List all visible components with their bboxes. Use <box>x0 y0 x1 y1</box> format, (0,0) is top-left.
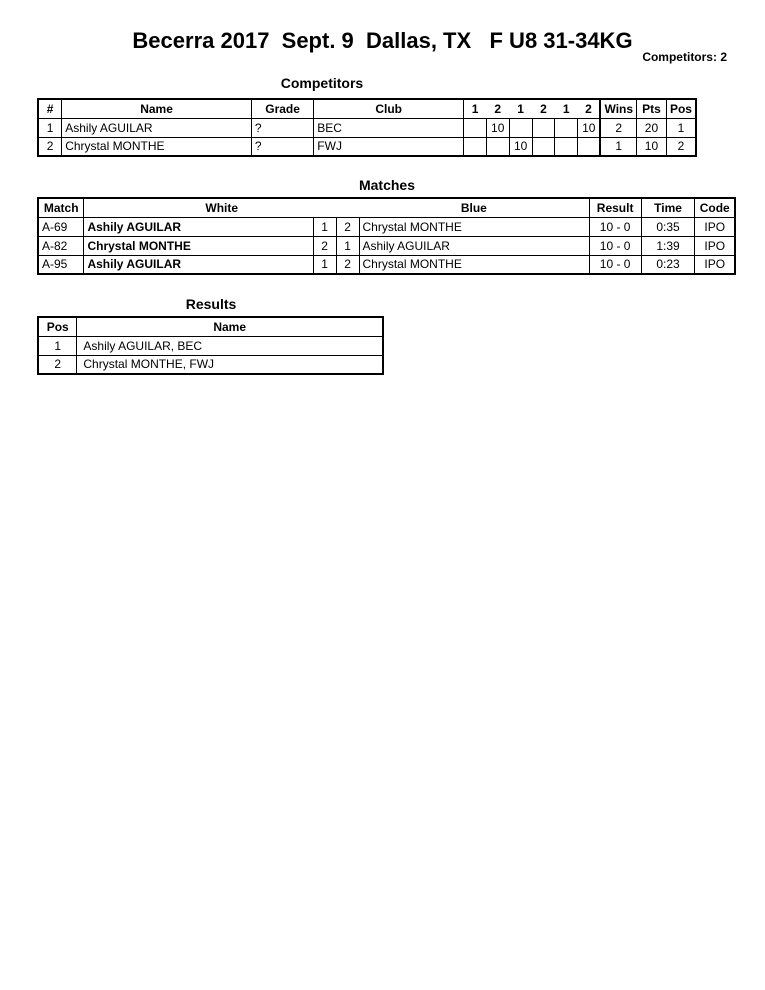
competitor-grade: ? <box>251 137 313 156</box>
table-row <box>38 255 735 274</box>
col-pos: Pos <box>38 317 77 336</box>
round-score <box>578 137 601 156</box>
competitor-club: BEC <box>314 118 464 137</box>
blue-rank: 2 <box>336 217 359 236</box>
round-score: 10 <box>578 118 601 137</box>
round-score: 10 <box>509 137 532 156</box>
match-code: IPO <box>695 236 735 255</box>
round-score <box>532 118 555 137</box>
match-id: A-82 <box>38 236 84 255</box>
result-pos: 2 <box>38 355 77 374</box>
col-blue: Blue <box>359 198 589 217</box>
competitor-num: 2 <box>38 137 62 156</box>
match-code: IPO <box>695 255 735 274</box>
col-white: White <box>84 198 359 217</box>
col-pos: Pos <box>666 99 696 118</box>
competitor-pts: 10 <box>637 137 667 156</box>
table-row <box>38 336 383 355</box>
col-num: # <box>38 99 62 118</box>
table-row <box>38 217 735 236</box>
table-row <box>38 236 735 255</box>
round-score <box>464 137 487 156</box>
col-r2: 2 <box>486 99 509 118</box>
result-name: Chrystal MONTHE, FWJ <box>77 355 383 374</box>
round-score <box>464 118 487 137</box>
col-r4: 2 <box>532 99 555 118</box>
competitor-pos: 1 <box>666 118 696 137</box>
round-score <box>555 137 578 156</box>
col-match: Match <box>38 198 84 217</box>
table-row <box>38 137 696 156</box>
competitor-wins: 2 <box>600 118 636 137</box>
result-pos: 1 <box>38 336 77 355</box>
blue-player: Ashily AGUILAR <box>359 236 589 255</box>
round-score <box>486 137 509 156</box>
competitors-table <box>37 98 697 157</box>
competitor-wins: 1 <box>600 137 636 156</box>
competitor-club: FWJ <box>314 137 464 156</box>
match-id: A-95 <box>38 255 84 274</box>
round-score <box>509 118 532 137</box>
match-result: 10 - 0 <box>589 236 641 255</box>
competitor-num: 1 <box>38 118 62 137</box>
col-club: Club <box>314 99 464 118</box>
matches-table <box>37 197 736 275</box>
white-rank: 2 <box>313 236 336 255</box>
blue-rank: 2 <box>336 255 359 274</box>
col-name: Name <box>77 317 383 336</box>
col-r6: 2 <box>578 99 601 118</box>
competitor-pts: 20 <box>637 118 667 137</box>
result-name: Ashily AGUILAR, BEC <box>77 336 383 355</box>
match-code: IPO <box>695 217 735 236</box>
table-row <box>38 118 696 137</box>
col-code: Code <box>695 198 735 217</box>
round-score <box>555 118 578 137</box>
white-rank: 1 <box>313 217 336 236</box>
col-name: Name <box>62 99 252 118</box>
white-player: Chrystal MONTHE <box>84 236 313 255</box>
col-r1: 1 <box>464 99 487 118</box>
col-pts: Pts <box>637 99 667 118</box>
results-header-row <box>38 317 383 336</box>
match-result: 10 - 0 <box>589 217 641 236</box>
col-wins: Wins <box>600 99 636 118</box>
table-row <box>38 355 383 374</box>
competitor-name: Chrystal MONTHE <box>62 137 252 156</box>
col-r5: 1 <box>555 99 578 118</box>
page-title: Becerra 2017 Sept. 9 Dallas, TX F U8 31-34KG <box>132 28 633 53</box>
blue-rank: 1 <box>336 236 359 255</box>
competitor-grade: ? <box>251 118 313 137</box>
match-time: 0:35 <box>641 217 695 236</box>
blue-player: Chrystal MONTHE <box>359 255 589 274</box>
round-score <box>532 137 555 156</box>
competitors-header-row <box>38 99 696 118</box>
blue-player: Chrystal MONTHE <box>359 217 589 236</box>
round-score: 10 <box>486 118 509 137</box>
competitors-heading: Competitors <box>280 75 364 91</box>
competitors-count: Competitors: 2 <box>642 50 727 64</box>
matches-header-row <box>38 198 735 217</box>
col-grade: Grade <box>251 99 313 118</box>
results-heading: Results <box>185 296 237 312</box>
competitor-pos: 2 <box>666 137 696 156</box>
col-r3: 1 <box>509 99 532 118</box>
col-result: Result <box>589 198 641 217</box>
white-player: Ashily AGUILAR <box>84 217 313 236</box>
results-table <box>37 316 384 375</box>
white-rank: 1 <box>313 255 336 274</box>
match-time: 1:39 <box>641 236 695 255</box>
competitor-name: Ashily AGUILAR <box>62 118 252 137</box>
match-id: A-69 <box>38 217 84 236</box>
white-player: Ashily AGUILAR <box>84 255 313 274</box>
matches-heading: Matches <box>358 177 416 193</box>
match-time: 0:23 <box>641 255 695 274</box>
match-result: 10 - 0 <box>589 255 641 274</box>
col-time: Time <box>641 198 695 217</box>
